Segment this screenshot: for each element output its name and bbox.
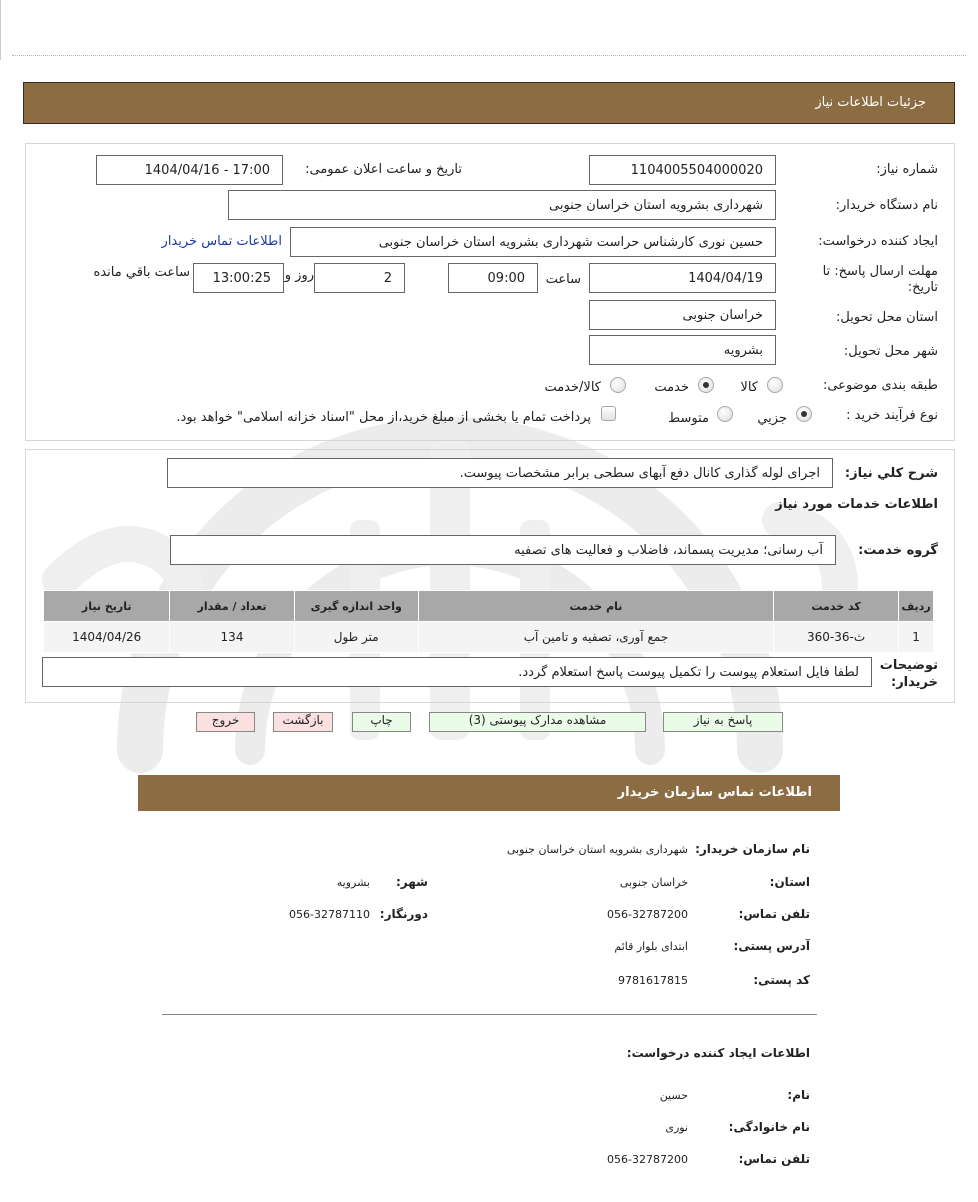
creator-name-label: نام: — [787, 1088, 810, 1102]
cell-service-code: ث-36-360 — [774, 622, 899, 653]
col-service-name: نام خدمت — [418, 591, 773, 622]
services-heading: اطلاعات خدمات مورد نیاز — [775, 497, 938, 512]
province-field: خراسان جنوبی — [589, 300, 776, 330]
table-row — [44, 622, 934, 653]
contact-org-value: شهرداری بشرویه استان خراسان جنوبی — [506, 843, 688, 856]
col-row: ردیف — [899, 591, 934, 622]
contact-divider — [162, 1014, 817, 1015]
deadline-time-label: ساعت — [545, 272, 581, 287]
process-radio-medium[interactable] — [717, 406, 733, 422]
buyer-notes-label — [880, 657, 938, 691]
col-need-date: تاریخ نیاز — [44, 591, 170, 622]
contact-province-label: استان: — [769, 875, 810, 889]
contact-org-label: نام سازمان خریدار: — [695, 842, 810, 856]
process-radio-minor[interactable] — [796, 406, 812, 422]
contact-header-title: اطلاعات تماس سازمان خریدار — [617, 785, 812, 800]
city-field: بشرویه — [589, 335, 776, 365]
buyer-notes-label-line1: توضیحات — [879, 658, 938, 673]
buyer-notes-label-line2: خریدار: — [891, 675, 938, 690]
print-button[interactable]: چاپ — [352, 712, 411, 732]
description-label: شرح كلي نياز: — [844, 466, 938, 481]
creator-label: ایجاد کننده درخواست: — [818, 234, 938, 249]
creator-name-value: حسین — [659, 1089, 688, 1102]
remaining-time-field: 13:00:25 — [193, 263, 284, 293]
contact-city-value: بشرویه — [336, 876, 370, 889]
city-label: شهر محل تحویل: — [843, 344, 938, 359]
deadline-label-line1: مهلت ارسال پاسخ: تا — [822, 264, 938, 279]
days-label: روز و — [284, 268, 314, 283]
contact-phone-value: 056-32787200 — [607, 908, 688, 921]
details-header-title: جزئیات اطلاعات نیاز — [815, 95, 926, 110]
service-group-field: آب رسانی؛ مدیریت پسماند، فاضلاب و فعالیت های تصفیه — [170, 535, 836, 565]
deadline-label — [823, 264, 938, 296]
cell-need-date: 1404/04/26 — [44, 622, 170, 653]
cell-row: 1 — [899, 622, 934, 653]
attachments-button[interactable]: مشاهده مدارک پیوستی (3) — [429, 712, 646, 732]
creator-phone-label: تلفن تماس: — [738, 1152, 810, 1166]
province-label: استان محل تحویل: — [836, 310, 938, 325]
contact-postal-value: 9781617815 — [618, 974, 688, 987]
contact-fax-label: دورنگار: — [379, 907, 428, 921]
contact-postal-label: کد پستی: — [753, 973, 810, 987]
contact-address-value: ابتدای بلوار قائم — [614, 940, 688, 953]
service-group-label: گروه خدمت: — [858, 543, 938, 558]
buyer-org-field: شهرداری بشرویه استان خراسان جنوبی — [228, 190, 776, 220]
category-goods-label: کالا — [740, 380, 758, 395]
col-service-code: کد خدمت — [774, 591, 899, 622]
need-number-label: شماره نیاز: — [876, 162, 938, 177]
contact-address-label: آدرس پستی: — [733, 939, 810, 953]
cell-quantity: 134 — [170, 622, 294, 653]
contact-city-label: شهر: — [396, 875, 428, 889]
creator-field: حسین نوری کارشناس حراست شهرداری بشرویه استان خراسان جنوبی — [290, 227, 776, 257]
cell-unit: متر طول — [294, 622, 418, 653]
creator-family-label: نام خانوادگی: — [728, 1120, 810, 1134]
contact-province-value: خراسان جنوبی — [619, 876, 688, 889]
contact-phone-label: تلفن تماس: — [738, 907, 810, 921]
deadline-time-field: 09:00 — [448, 263, 538, 293]
col-unit: واحد اندازه گیری — [294, 591, 418, 622]
table-header-row — [44, 591, 934, 622]
creator-phone-value: 056-32787200 — [607, 1153, 688, 1166]
payment-note: پرداخت تمام یا بخشی از مبلغ خرید،از محل "اسناد خزانه اسلامی" خواهد بود. — [176, 410, 591, 425]
back-button[interactable]: بازگشت — [273, 712, 333, 732]
cell-service-name: جمع آوری، تصفیه و تامین آب — [418, 622, 773, 653]
category-radio-goods[interactable] — [767, 377, 783, 393]
creator-family-value: نوری — [665, 1121, 688, 1134]
category-radio-service[interactable] — [698, 377, 714, 393]
buyer-contact-link[interactable]: اطلاعات تماس خریدار — [161, 234, 282, 249]
remaining-label: ساعت باقي مانده — [93, 265, 190, 280]
category-goods-service-label: کالا/خدمت — [544, 380, 601, 395]
details-header — [23, 82, 955, 124]
exit-button[interactable]: خروج — [196, 712, 255, 732]
top-divider — [12, 55, 966, 56]
announce-label: تاریخ و ساعت اعلان عمومی: — [305, 162, 462, 177]
category-radio-goods-service[interactable] — [610, 377, 626, 393]
payment-checkbox[interactable] — [601, 406, 616, 421]
buyer-notes-field: لطفا فایل استعلام پیوست را تکمیل پیوست پاسخ استعلام گردد. — [42, 657, 872, 687]
deadline-date-field: 1404/04/19 — [589, 263, 776, 293]
deadline-label-line2: تاریخ: — [907, 280, 938, 295]
contact-header — [138, 775, 840, 811]
buyer-org-label: نام دستگاه خریدار: — [835, 198, 938, 213]
page-left-edge — [0, 0, 1, 60]
announce-field: 1404/04/16 - 17:00 — [96, 155, 283, 185]
contact-fax-value: 056-32787110 — [289, 908, 370, 921]
process-medium-label: متوسط — [668, 411, 709, 426]
process-minor-label: جزيي — [757, 411, 787, 426]
col-quantity: تعداد / مقدار — [170, 591, 294, 622]
services-table — [43, 590, 934, 653]
days-field: 2 — [314, 263, 405, 293]
creator-info-heading: اطلاعات ایجاد کننده درخواست: — [626, 1046, 810, 1060]
category-label: طبقه بندی موضوعی: — [822, 378, 938, 393]
process-label: نوع فرآیند خرید : — [846, 408, 938, 423]
category-service-label: خدمت — [654, 380, 689, 395]
description-field: اجرای لوله گذاری کانال دفع آبهای سطحی برابر مشخصات پیوست. — [167, 458, 833, 488]
need-number-field: 1104005504000020 — [589, 155, 776, 185]
reply-button[interactable]: پاسخ به نیاز — [663, 712, 783, 732]
